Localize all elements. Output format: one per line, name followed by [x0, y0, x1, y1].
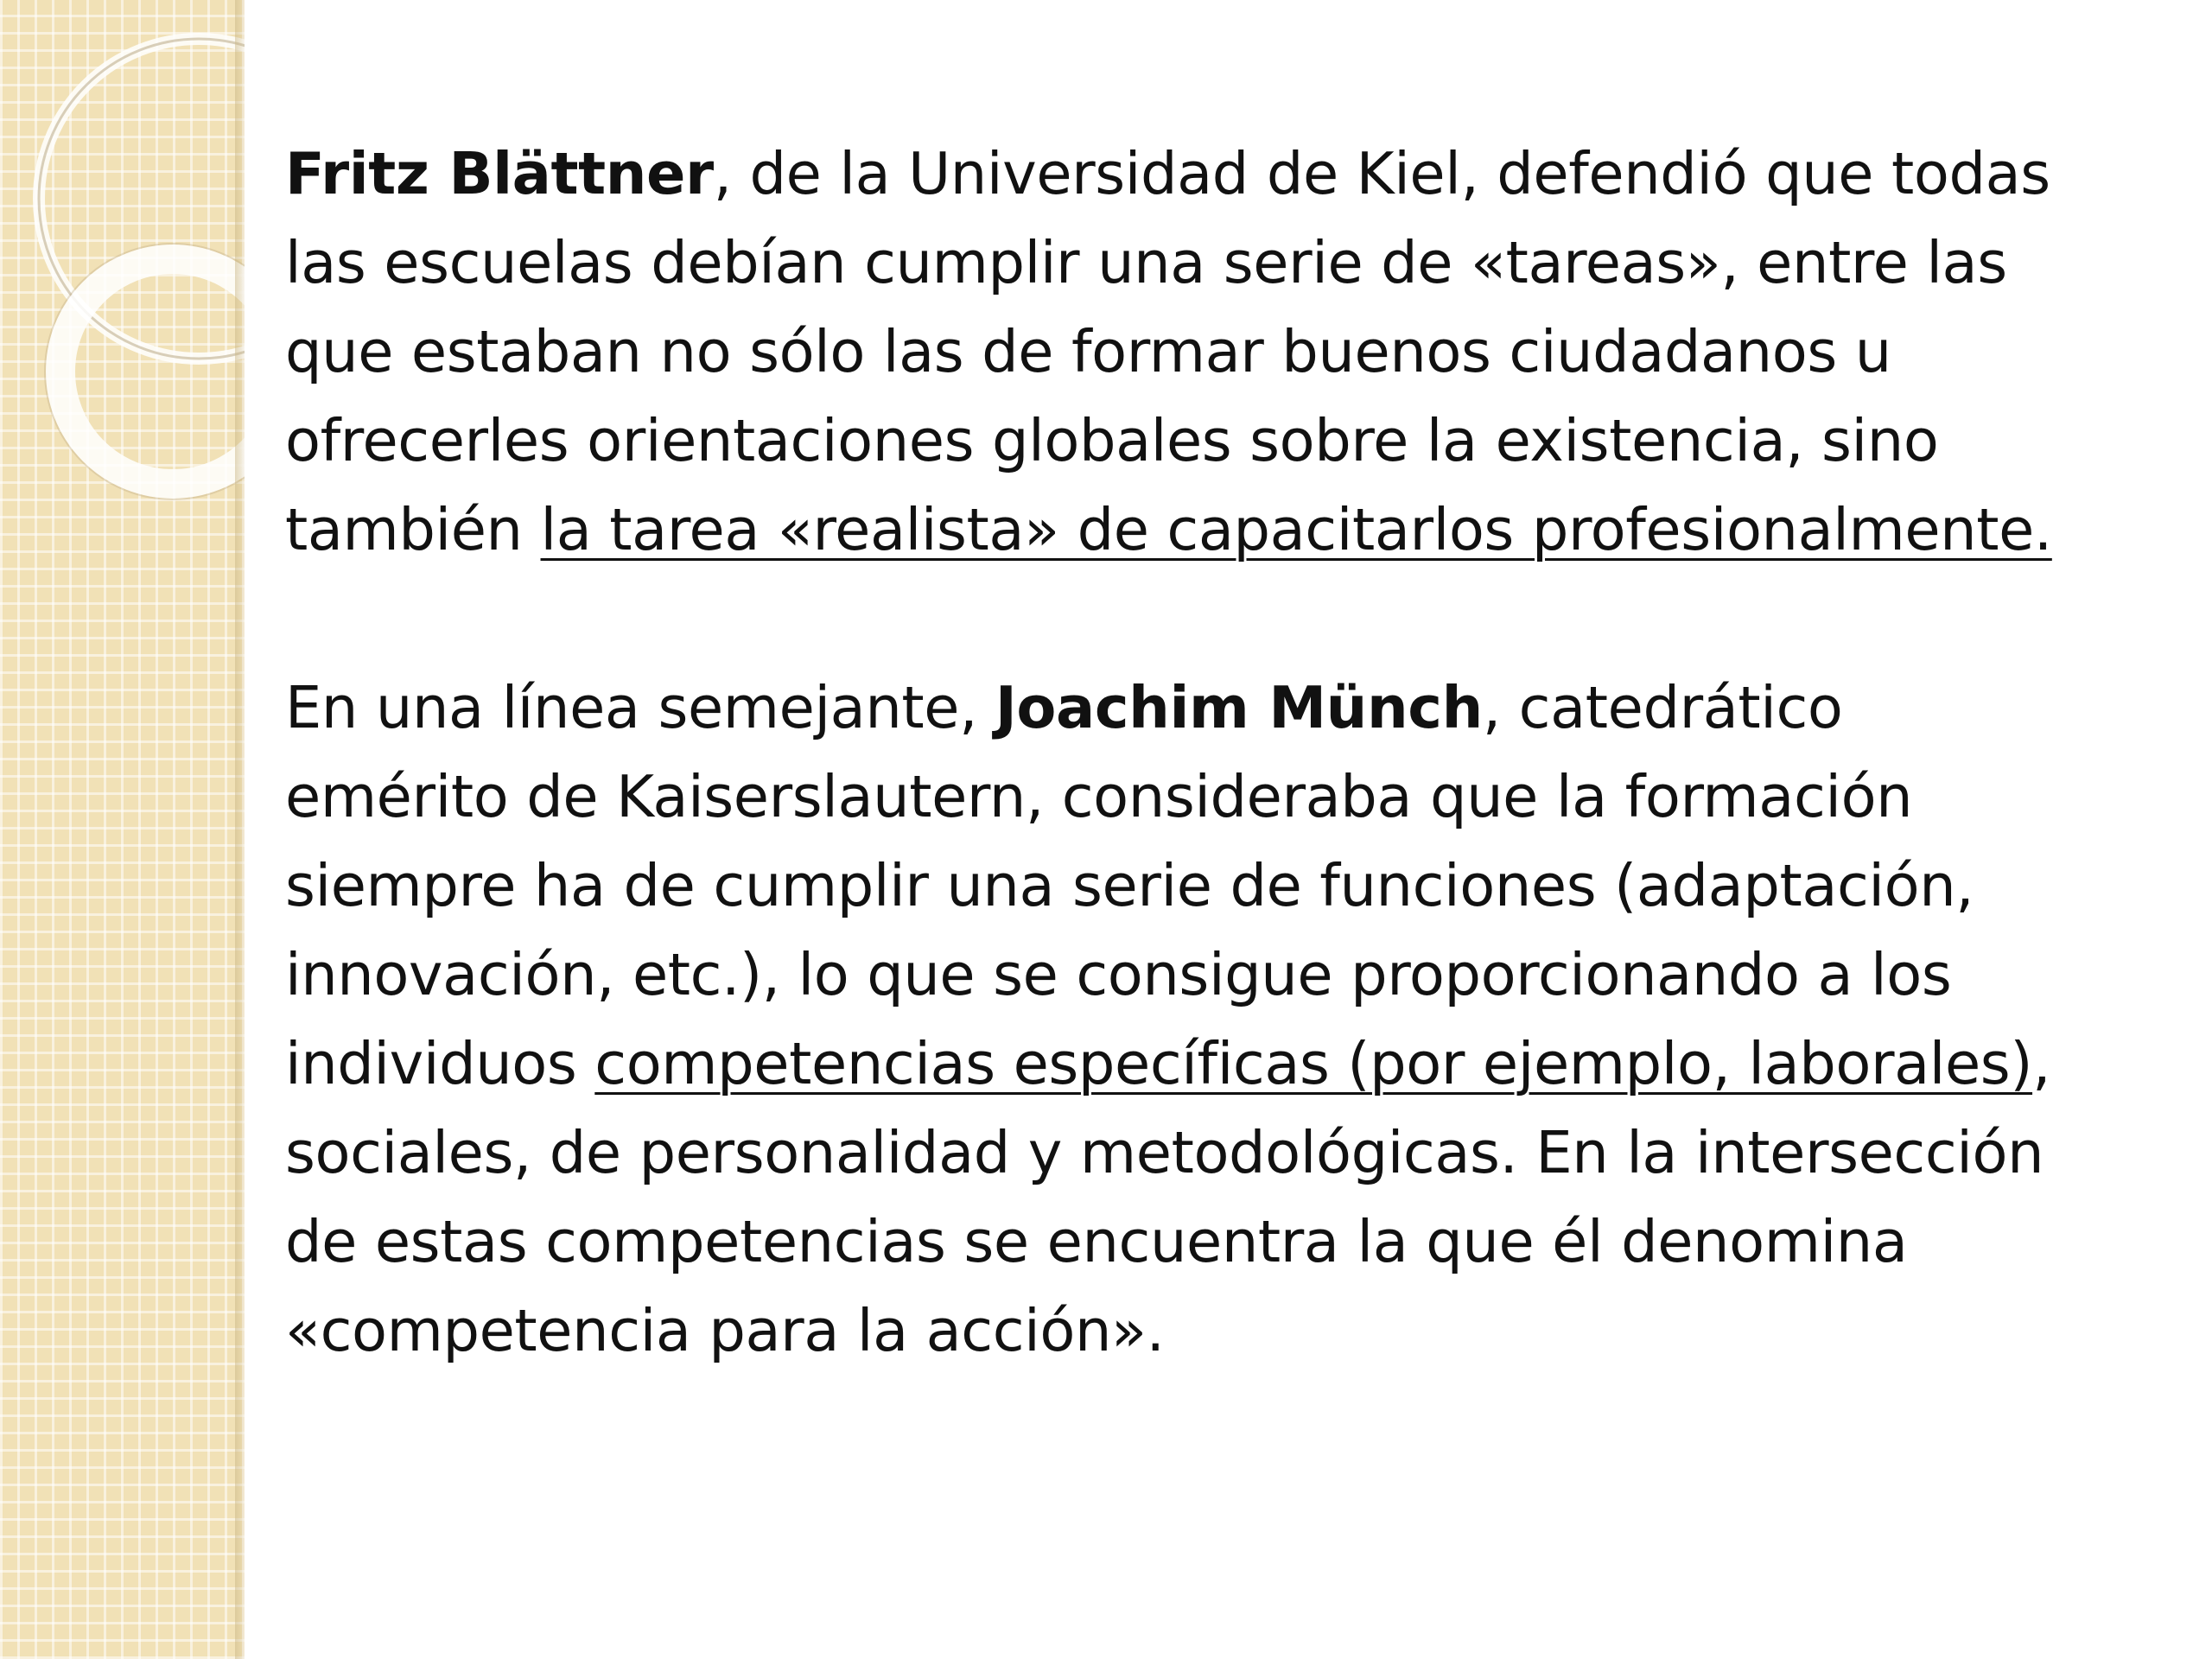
- underlined-phrase-realista: la tarea «realista» de capacitarlos profesionalmente.: [540, 496, 2052, 563]
- sidebar-edge: [235, 0, 245, 1659]
- decorative-rings-icon: [0, 0, 245, 553]
- paragraph-blattner-text: , de la Universidad de Kiel, defendió que todas las escuelas debían cumplir una serie de «tareas», entre las que estaban no sólo las de formar buenos ciudadanos u ofrecerles orientaciones globales sobre la existencia, sino también: [285, 140, 2050, 563]
- paragraph-blattner: [285, 130, 2082, 575]
- paragraph-munch-intro: En una línea semejante,: [285, 674, 995, 741]
- name-joachim-munch: Joachim Münch: [995, 674, 1483, 741]
- paragraph-munch-text: , catedrático emérito de Kaiserslautern, consideraba que la formación siempre ha de cumplir una serie de funciones (adaptación, innovación, etc.), lo que se consigue proporcionando a los individuos: [285, 674, 1974, 1097]
- paragraph-munch-ending: , sociales, de personalidad y metodológicas. En la intersección de estas competencias se encuentra la que él denomina «competencia para la acción».: [285, 1030, 2050, 1364]
- paragraph-munch: [285, 664, 2082, 1376]
- underlined-phrase-competencias: competencias específicas (por ejemplo, laborales): [594, 1030, 2033, 1097]
- decorative-sidebar: [0, 0, 245, 1659]
- name-fritz-blattner: Fritz Blättner: [285, 140, 714, 207]
- slide-body: [285, 130, 2082, 1376]
